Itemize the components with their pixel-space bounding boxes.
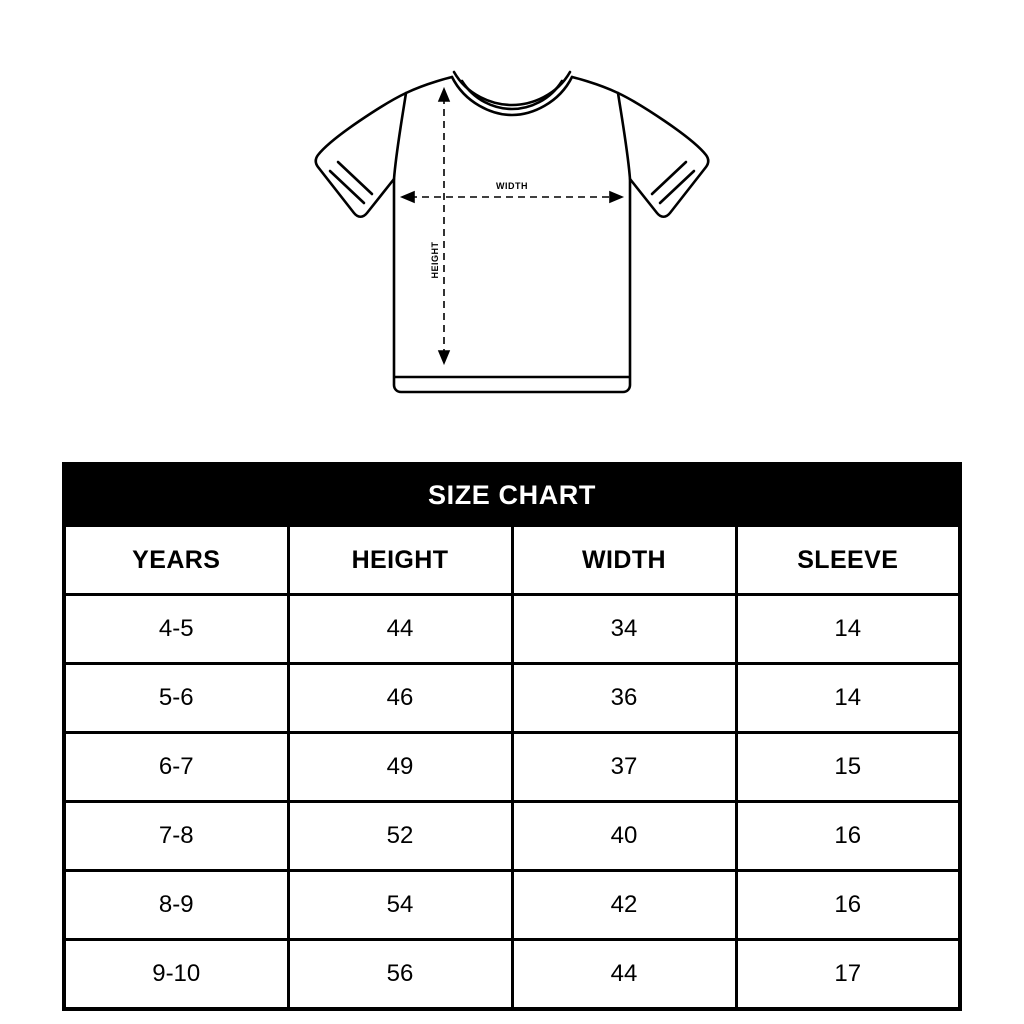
cell-sleeve: 16 <box>736 871 960 940</box>
cell-height: 56 <box>288 940 512 1010</box>
column-header-sleeve: SLEEVE <box>736 526 960 595</box>
column-header-width: WIDTH <box>512 526 736 595</box>
cell-sleeve: 17 <box>736 940 960 1010</box>
shirt-right-cuff-line-2 <box>652 162 686 194</box>
cell-sleeve: 14 <box>736 664 960 733</box>
table-row <box>64 664 960 733</box>
cell-width: 42 <box>512 871 736 940</box>
table-row <box>64 871 960 940</box>
cell-height: 46 <box>288 664 512 733</box>
cell-height: 49 <box>288 733 512 802</box>
cell-width: 36 <box>512 664 736 733</box>
table-row <box>64 940 960 1010</box>
cell-width: 37 <box>512 733 736 802</box>
cell-width: 44 <box>512 940 736 1010</box>
height-arrow-head-top <box>439 89 449 101</box>
cell-sleeve: 16 <box>736 802 960 871</box>
cell-years: 7-8 <box>64 802 288 871</box>
column-header-years: YEARS <box>64 526 288 595</box>
cell-height: 52 <box>288 802 512 871</box>
cell-sleeve: 14 <box>736 595 960 664</box>
width-arrow-head-left <box>402 192 414 202</box>
table-row <box>64 802 960 871</box>
cell-width: 34 <box>512 595 736 664</box>
size-chart-title: SIZE CHART <box>64 464 960 526</box>
width-dimension-label: WIDTH <box>496 181 528 191</box>
table-row <box>64 595 960 664</box>
cell-years: 6-7 <box>64 733 288 802</box>
shirt-right-shoulder-seam <box>618 93 630 179</box>
shirt-body-outline <box>316 77 709 392</box>
tshirt-diagram <box>0 55 1024 445</box>
shirt-left-cuff-line-2 <box>338 162 372 194</box>
cell-height: 44 <box>288 595 512 664</box>
cell-years: 4-5 <box>64 595 288 664</box>
column-header-height: HEIGHT <box>288 526 512 595</box>
cell-years: 8-9 <box>64 871 288 940</box>
table-row <box>64 733 960 802</box>
size-chart-header-row <box>64 526 960 595</box>
width-arrow-head-right <box>610 192 622 202</box>
height-arrow-head-bottom <box>439 351 449 363</box>
cell-years: 9-10 <box>64 940 288 1010</box>
shirt-left-shoulder-seam <box>394 93 406 179</box>
size-chart-title-row <box>64 464 960 526</box>
cell-sleeve: 15 <box>736 733 960 802</box>
height-dimension-label: HEIGHT <box>430 241 440 279</box>
cell-height: 54 <box>288 871 512 940</box>
cell-years: 5-6 <box>64 664 288 733</box>
cell-width: 40 <box>512 802 736 871</box>
tshirt-illustration <box>302 55 722 425</box>
size-chart-container <box>62 462 962 1011</box>
size-chart-table <box>62 462 962 1011</box>
